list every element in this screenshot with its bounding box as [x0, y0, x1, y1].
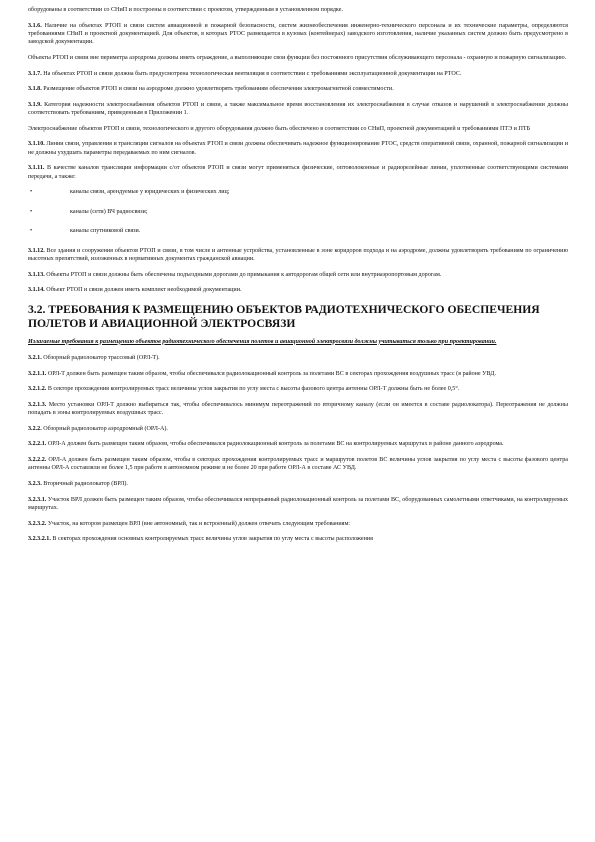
paragraph	[28, 85, 568, 93]
list-item-text: каналы спутниковой связи.	[70, 228, 141, 235]
document-page	[28, 6, 568, 551]
paragraph	[28, 535, 568, 543]
clause-number: 3.1.7.	[28, 70, 42, 77]
paragraph	[28, 6, 568, 14]
clause-number: 3.1.14.	[28, 287, 45, 294]
clause-number: 3.2.1.1.	[28, 370, 47, 377]
paragraph	[28, 101, 568, 118]
clause-number: 3.2.2.2.	[28, 456, 47, 463]
paragraph	[28, 164, 568, 181]
section-note: Излагаемые требования к размещению объектов радиотехнического обеспечения полетов и авиационной электросвязи должны учитываться только при проектировании.	[28, 338, 497, 345]
paragraph	[28, 286, 568, 294]
paragraph	[28, 425, 568, 433]
paragraph-text: Участок, на котором размещен ВРЛ (вне автономный, так и встроенный) должен отвечать следующим требованиям:	[47, 520, 351, 527]
bullet-icon: •	[30, 189, 33, 196]
paragraph	[28, 385, 568, 393]
paragraph	[28, 401, 568, 418]
paragraph	[28, 520, 568, 528]
section-heading: 3.2. ТРЕБОВАНИЯ К РАЗМЕЩЕНИЮ ОБЪЕКТОВ РАДИОТЕХНИЧЕСКОГО ОБЕСПЕЧЕНИЯ ПОЛЕТОВ И АВИАЦИОННОЙ ЭЛЕКТРОСВЯЗИ	[28, 302, 540, 330]
paragraph	[28, 247, 568, 264]
paragraph-text: Размещение объектов РТОП и связи на аэродроме должно удовлетворять требованиям обеспечения электромагнитной совместимости.	[43, 86, 394, 93]
paragraph-text: Объект РТОП и связи должен иметь комплект необходимой документации.	[46, 287, 242, 294]
clause-number: 3.1.13.	[28, 271, 45, 278]
paragraph-text: Объекты РТОП и связи вне периметра аэродрома должны иметь ограждение, а выполняющие свои функции без постоянного присутствия обслуживающего персонала - охранную и пожарную сигнализацию.	[28, 55, 567, 61]
paragraph-text: ОРЛ-А должен быть размещен таким образом, чтобы в секторах прохождения контролируемых трасс и маршрутов полетов ВС величины углов закрытия по углу места с высоты фазового центра антенны ОРЛ-А составляли не более 1,5 при работе в автономном режиме и не более 20 при работе ОРЛ-А в составе АС УВД.	[28, 456, 568, 472]
clause-number: 3.2.1.2.	[28, 386, 47, 393]
list-item-text: каналы (сети) ВЧ радиосвязи;	[70, 208, 148, 215]
paragraph-text: Участок ВРЛ должен быть размещен таким образом, чтобы обеспечивался непрерывный радиолокационный контроль за полетами ВС, оборудованных самолетными ответчиками, на контролируемых маршрутах.	[28, 496, 568, 511]
clause-number: 3.1.10.	[28, 141, 45, 148]
paragraph-text: Наличие на объектах РТОП и связи систем авиационной и пожарной безопасности, систем жизнеобеспечения инженерно-технического персонала и их технические параметры, определяются требованиями СНиП и проектной документацией. Для объектов, в которых РТОС размещается в кузовах (контейнерах) заводского изготовления, наличие указанных систем должно быть предусмотрено в заводской документации.	[28, 22, 568, 46]
clause-number: 3.2.2.1.	[28, 441, 47, 448]
bullet-icon: •	[30, 228, 33, 235]
paragraph	[28, 354, 568, 362]
paragraphs-middle	[28, 247, 568, 295]
clause-number: 3.2.3.	[28, 480, 42, 487]
list-item-text: каналы связи, арендуемые у юридических и физических лиц;	[70, 189, 230, 196]
bullet-icon: •	[30, 208, 33, 215]
list-item	[28, 227, 568, 235]
paragraph	[28, 271, 568, 279]
paragraphs-bottom	[28, 354, 568, 544]
clause-number: 3.2.3.2.1.	[28, 536, 51, 543]
paragraph-text: На объектах РТОП и связи должна быть предусмотрена технологическая вентиляция в соответствии с требованиями эксплуатационной документации на РТОС.	[43, 70, 462, 77]
paragraph	[28, 54, 568, 62]
list-item	[28, 208, 568, 216]
paragraph-text: Линии связи, управления и трансляции сигналов на объектах РТОП и связи должны обеспечивать надежное функционирование РТОС, средств оперативной связи, охранной, пожарной сигнализации и не должны ухудшать параметры передаваемых по ним сигналов.	[28, 141, 568, 156]
clause-number: 3.2.3.2.	[28, 520, 47, 527]
clause-number: 3.1.9.	[28, 101, 42, 108]
paragraph	[28, 70, 568, 78]
paragraph-text: Обзорный радиолокатор аэродромный (ОРЛ-А).	[43, 425, 168, 432]
clause-number: 3.1.8.	[28, 86, 42, 93]
clause-number: 3.2.3.1.	[28, 496, 47, 503]
clause-number: 3.2.2.	[28, 425, 42, 432]
paragraph	[28, 480, 568, 488]
paragraph	[28, 22, 568, 47]
paragraphs-top	[28, 6, 568, 181]
bullet-list	[28, 188, 568, 235]
paragraph	[28, 440, 568, 448]
paragraph	[28, 496, 568, 513]
clause-number: 3.1.12.	[28, 247, 45, 254]
clause-number: 3.1.11.	[28, 165, 45, 172]
paragraph-text: В секторе прохождения контролируемых трасс величины углов закрытия по углу места с высоты фазового центра антенны ОРЛ-Т должны быть не более 0,5°.	[47, 386, 460, 393]
paragraph-text: Место установки ОРЛ-Т должно выбираться так, чтобы обеспечивалось минимум переотражений по вторичному каналу (если он имеется в составе радиолокатора). Переотражения не должны попадать в зоны контролируемых воздушных трасс.	[28, 401, 568, 417]
paragraph	[28, 125, 568, 133]
paragraph-text: В качестве каналов трансляции информации с/от объектов РТОП и связи могут применяться физические, оптоволоконные и радиорелейные линии, уплотненные соответствующими системами передачи, а также:	[28, 165, 568, 180]
paragraph	[28, 456, 568, 473]
clause-number: 3.2.1.	[28, 355, 42, 361]
paragraph-text: ОРЛ-Т должен быть размещен таким образом, чтобы обеспечивался радиолокационный контроль за полетами ВС в секторах прохождения воздушных трасс (в районе УВД.	[47, 370, 496, 377]
paragraph-text: Обзорный радиолокатор трассовый (ОРЛ-Т).	[43, 355, 160, 361]
paragraph	[28, 370, 568, 378]
paragraph-text: оборудованы в соответствии со СНиП и построены в соответствии с проектом, утвержденным в установленном порядке.	[28, 7, 343, 13]
paragraph-text: Вторичный радиолокатор (ВРЛ).	[43, 480, 128, 487]
paragraph-text: В секторах прохождения основных контролируемых трасс величины углов закрытия по углу места с высоты расположения	[52, 536, 373, 543]
paragraph-text: Категория надежности электроснабжения объектов РТОП и связи, а также максимальное время восстановления их электроснабжения в случае отказов и нарушений в электроснабжении должны соответствовать требованиям, приведенным в Приложении 1.	[28, 101, 568, 117]
paragraph	[28, 140, 568, 157]
list-item	[28, 188, 568, 196]
clause-number: 3.1.6.	[28, 22, 42, 29]
paragraph-text: Все здания и сооружения объектов РТОП и связи, в том числе и антенные устройства, установленные в зоне коридоров подхода и на аэродроме, должны удовлетворять требованиям по ограничению высотных препятствий, изложенных в нормативных документах гражданской авиации.	[28, 247, 568, 262]
paragraph-text: Электроснабжение объектов РТОП и связи, технологического и другого оборудования должно быть обеспечено в соответствии со СНиП, проектной документацией и требованиями ПТЭ и ПТБ	[28, 125, 531, 132]
paragraph-text: Объекты РТОП и связи должны быть обеспечены подъездными дорогами до примыкания к автодорогам общей сети или внутриаэропортовым дорогам.	[46, 271, 442, 278]
paragraph-text: ОРЛ-А должен быть размещен таким образом, чтобы обеспечивался радиолокационный контроль за полетами ВС на контролируемых маршрутах в районе данного аэродрома.	[47, 441, 504, 448]
clause-number: 3.2.1.3.	[28, 401, 47, 408]
